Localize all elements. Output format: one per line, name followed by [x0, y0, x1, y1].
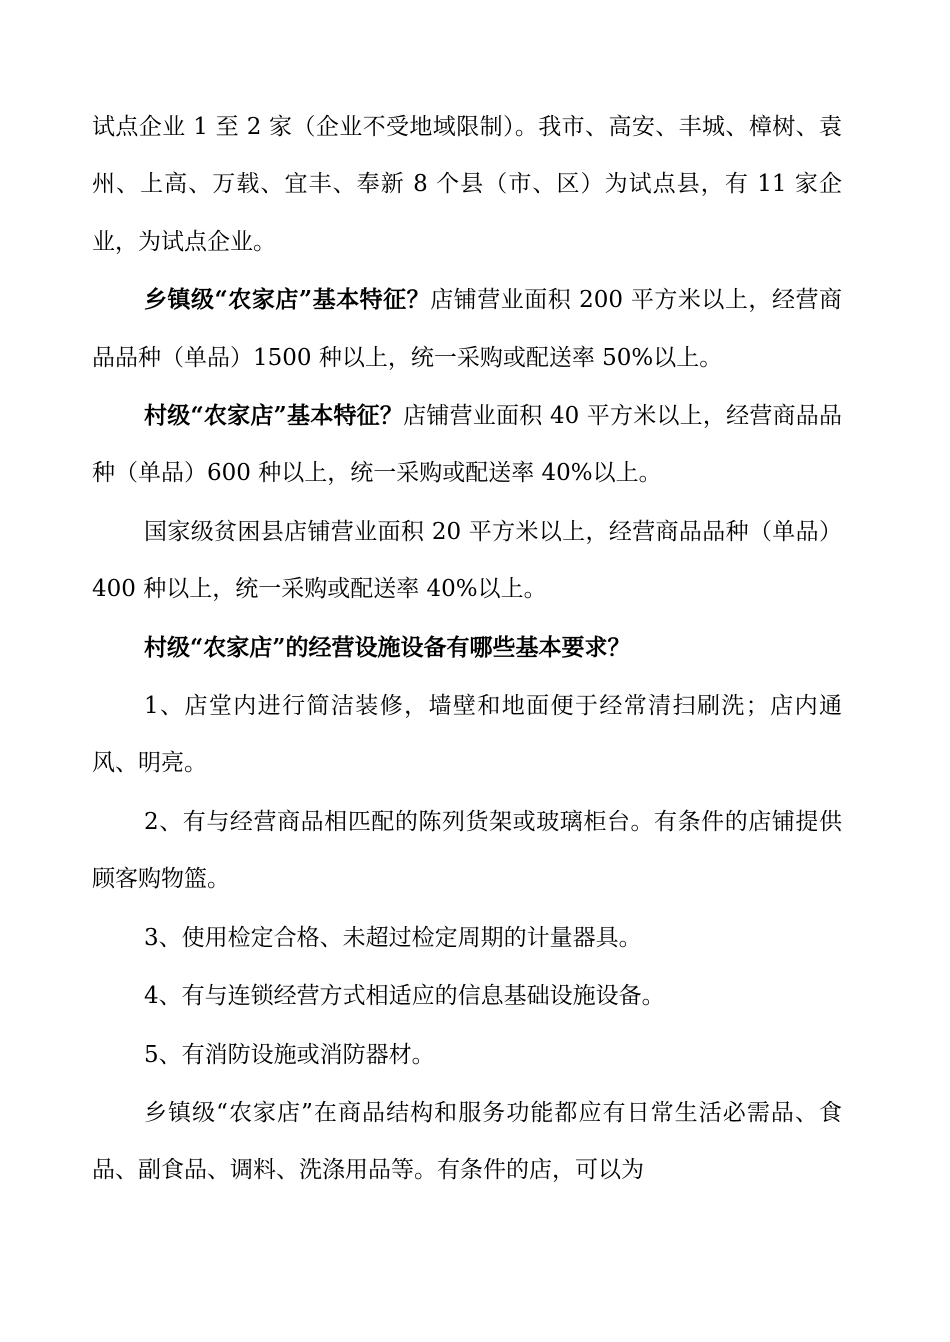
paragraph-text: 5、有消防设施或消防器材。 [144, 1041, 435, 1068]
paragraph-township-store-merchandise [92, 1084, 842, 1200]
paragraph-heading: 村级“农家店”基本特征？ [144, 402, 404, 430]
paragraph-township-store-features [92, 271, 842, 387]
paragraph-text: 国家级贫困县店铺营业面积 20 平方米以上，经营商品品种（单品）400 种以上，统一采购或配送率 40%以上。 [92, 518, 842, 603]
paragraph-text: 试点企业 1 至 2 家（企业不受地域限制）。我市、高安、丰城、樟树、袁州、上高、万载、宜丰、奉新 8 个县（市、区）为试点县，有 11 家企业，为试点企业。 [92, 114, 842, 255]
paragraph-poverty-county-requirements [92, 503, 842, 619]
paragraph-text: 乡镇级“农家店”在商品结构和服务功能都应有日常生活必需品、食品、副食品、调料、洗涤用品等。有条件的店，可以为 [92, 1099, 842, 1184]
list-item-information-facilities [92, 967, 842, 1025]
paragraph-text: 3、使用检定合格、未超过检定周期的计量器具。 [144, 924, 642, 951]
list-item-fire-safety [92, 1026, 842, 1084]
paragraph-heading: 乡镇级“农家店”基本特征？ [144, 286, 431, 314]
paragraph-text: 2、有与经营商品相匹配的陈列货架或玻璃柜台。有条件的店铺提供顾客购物篮。 [92, 808, 842, 893]
paragraph-village-store-features [92, 387, 842, 503]
list-item-decoration [92, 677, 842, 793]
paragraph-pilot-enterprises [92, 98, 842, 271]
paragraph-text: 1、店堂内进行简洁装修，墙壁和地面便于经常清扫刷洗；店内通风、明亮。 [92, 693, 842, 777]
list-item-shelving [92, 793, 842, 909]
document-body [92, 98, 842, 1200]
paragraph-text: 店铺营业面积 40 平方米以上，经营商品品种（单品）600 种以上，统一采购或配送率 40%以上。 [92, 403, 842, 487]
paragraph-text: 4、有与连锁经营方式相适应的信息基础设施设备。 [144, 983, 665, 1010]
paragraph-heading: 村级“农家店”的经营设施设备有哪些基本要求？ [144, 633, 631, 661]
paragraph-facility-requirements-question [92, 619, 842, 677]
list-item-measuring-tools [92, 909, 842, 967]
paragraph-text: 店铺营业面积 200 平方米以上，经营商品品种（单品）1500 种以上，统一采购或配送率 50%以上。 [92, 287, 842, 371]
